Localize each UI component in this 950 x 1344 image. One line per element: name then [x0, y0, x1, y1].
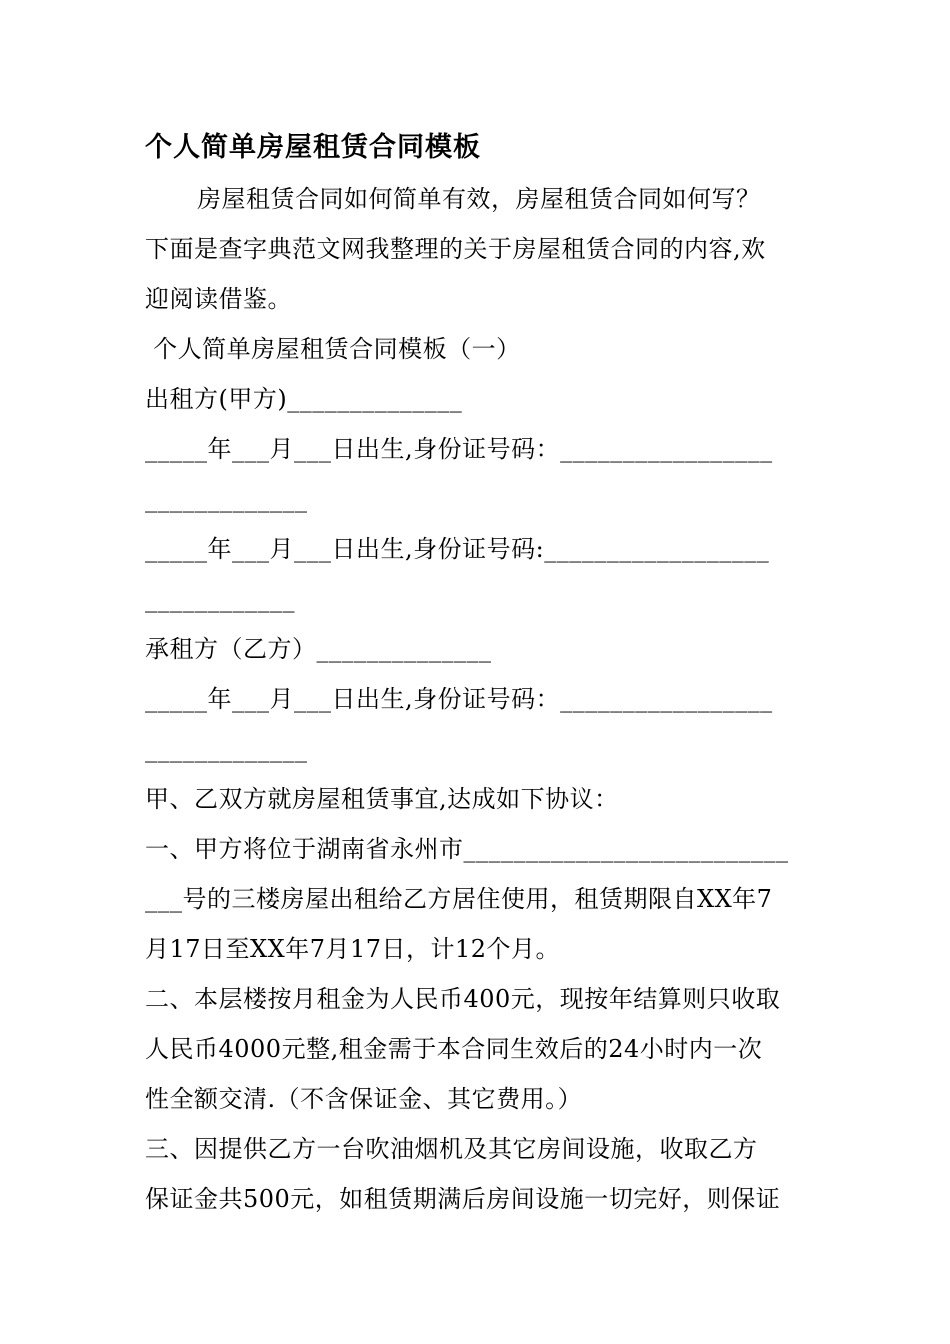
clause-1-line-1: 一、甲方将位于湖南省永州市__________________________	[145, 835, 789, 863]
birth-id-line: _____年___月___日出生,身份证号码:__________________	[145, 535, 770, 563]
intro-line-1: 房屋租赁合同如何简单有效，房屋租赁合同如何写？	[197, 185, 761, 213]
clause-2-line-2: 人民币4000元整,租金需于本合同生效后的24小时内一次	[145, 1035, 763, 1063]
agreement-intro: 甲、乙双方就房屋租赁事宜,达成如下协议：	[145, 785, 619, 813]
intro-line-3: 迎阅读借鉴。	[145, 285, 292, 313]
lessee-line: 承租方（乙方）______________	[145, 635, 492, 663]
clause-2-line-3: 性全额交清.（不含保证金、其它费用。）	[145, 1085, 583, 1113]
id-continuation-line: _____________	[145, 735, 308, 763]
lessor-line: 出租方(甲方)______________	[145, 385, 463, 413]
document-title: 个人简单房屋租赁合同模板	[145, 132, 481, 163]
birth-id-line: _____年___月___日出生,身份证号码：_________________	[145, 685, 773, 713]
birth-id-line: _____年___月___日出生,身份证号码：_________________	[145, 435, 773, 463]
intro-line-2: 下面是查字典范文网我整理的关于房屋租赁合同的内容,欢	[145, 235, 766, 263]
clause-2-line-1: 二、本层楼按月租金为人民币400元，现按年结算则只收取	[145, 985, 781, 1013]
section-heading: 个人简单房屋租赁合同模板（一）	[145, 335, 521, 363]
id-continuation-line: _____________	[145, 485, 308, 513]
id-continuation-line: ____________	[145, 585, 295, 613]
clause-1-line-2: ___号的三楼房屋出租给乙方居住使用，租赁期限自XX年7	[145, 885, 773, 913]
clause-3-line-2: 保证金共500元，如租赁期满后房间设施一切完好，则保证	[145, 1185, 781, 1213]
clause-1-line-3: 月17日至XX年7月17日，计12个月。	[145, 935, 561, 963]
clause-3-line-1: 三、因提供乙方一台吹油烟机及其它房间设施，收取乙方	[145, 1135, 758, 1163]
